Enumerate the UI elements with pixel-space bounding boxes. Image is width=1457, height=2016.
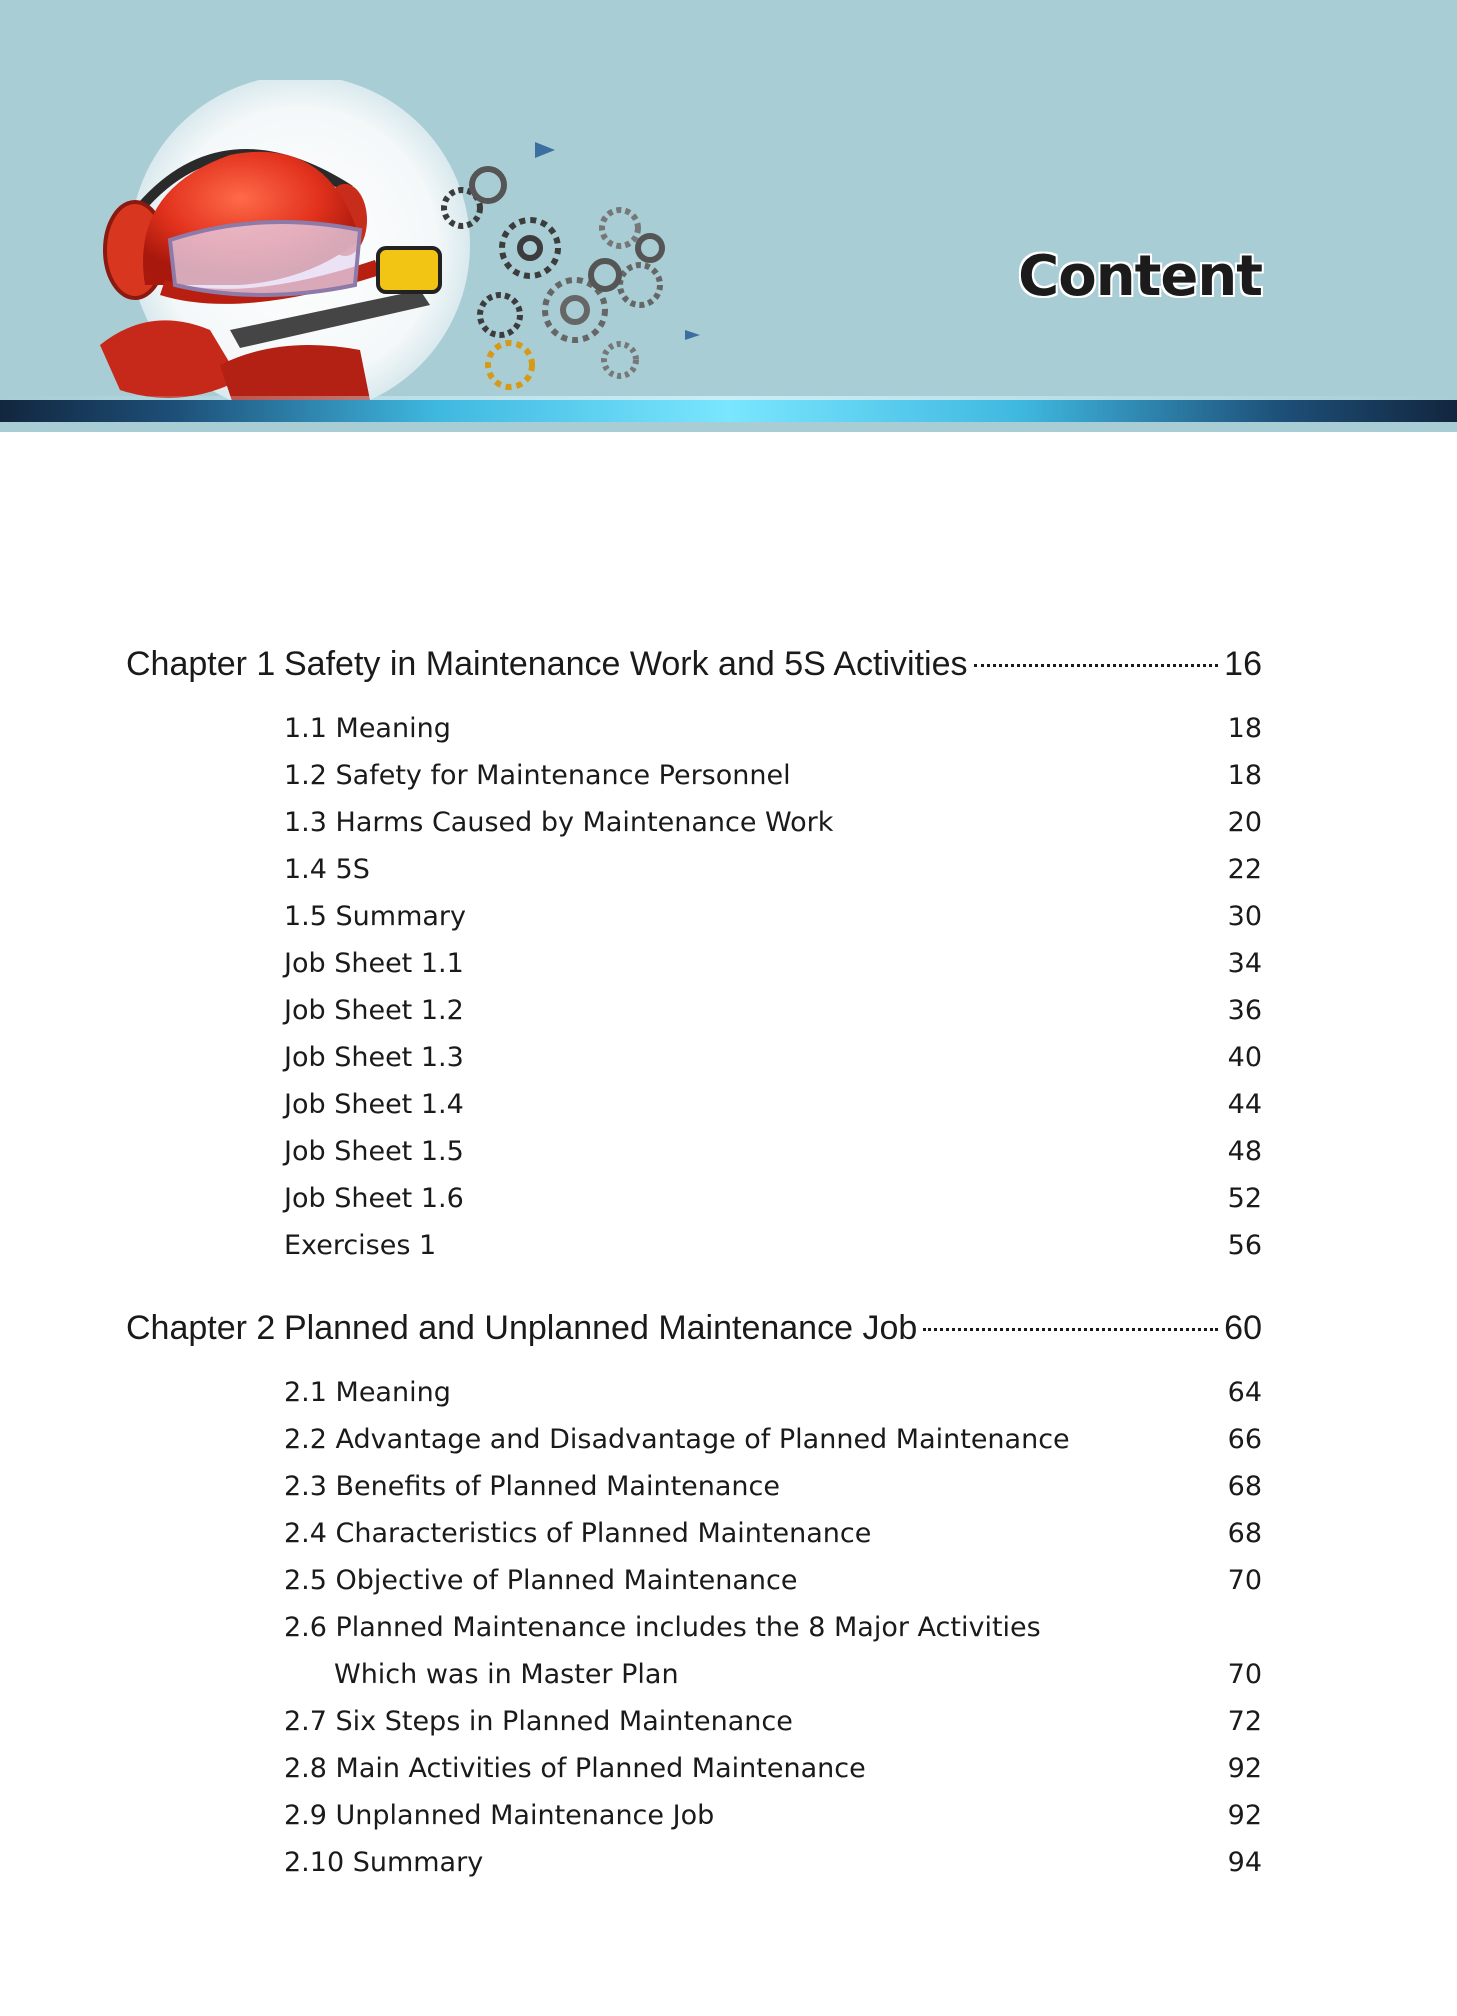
toc-entry-title: 2.1 Meaning <box>284 1377 451 1408</box>
toc-entry[interactable] <box>126 893 1262 940</box>
toc-entry-title: 2.8 Main Activities of Planned Maintenance <box>284 1753 866 1784</box>
page-title: Content <box>1018 244 1262 309</box>
chapter-page-number: 16 <box>1224 645 1262 683</box>
toc-entry-title: 1.1 Meaning <box>284 713 451 744</box>
toc-entry[interactable] <box>126 1651 1262 1698</box>
toc-entry-page: 34 <box>1227 948 1262 979</box>
toc-entry-title: 2.9 Unplanned Maintenance Job <box>284 1800 715 1831</box>
toc-entry-page: 68 <box>1227 1518 1262 1549</box>
toc-entry[interactable] <box>126 1745 1262 1792</box>
toc-entry-title: Exercises 1 <box>284 1230 437 1261</box>
toc-entry[interactable] <box>126 1034 1262 1081</box>
toc-entry[interactable] <box>126 1081 1262 1128</box>
toc-entry[interactable] <box>126 1175 1262 1222</box>
toc-entry-page: 22 <box>1227 854 1262 885</box>
toc-entry-page: 72 <box>1227 1706 1262 1737</box>
toc-entry-title: Which was in Master Plan <box>334 1659 679 1690</box>
toc-entry[interactable] <box>126 1557 1262 1604</box>
toc-entry-page: 44 <box>1227 1089 1262 1120</box>
toc-entry-title: 2.4 Characteristics of Planned Maintenance <box>284 1518 872 1549</box>
dot-leader <box>923 1328 1218 1331</box>
toc-entry-page: 70 <box>1227 1659 1262 1690</box>
toc-entry-title: 1.2 Safety for Maintenance Personnel <box>284 760 791 791</box>
toc-entry-title: 1.3 Harms Caused by Maintenance Work <box>284 807 834 838</box>
toc-entry-title: Job Sheet 1.5 <box>284 1136 464 1167</box>
toc-entry[interactable] <box>126 987 1262 1034</box>
toc-entry-page: 18 <box>1227 713 1262 744</box>
toc-entry-title: Job Sheet 1.2 <box>284 995 464 1026</box>
toc-entry-title: Job Sheet 1.1 <box>284 948 464 979</box>
toc-entry-page: 70 <box>1227 1565 1262 1596</box>
toc-entry[interactable] <box>126 1839 1262 1886</box>
toc-entry[interactable] <box>126 1510 1262 1557</box>
toc-entry[interactable] <box>126 940 1262 987</box>
gears-cluster <box>444 169 662 387</box>
page-header <box>0 0 1457 432</box>
toc-entry-page: 92 <box>1227 1800 1262 1831</box>
table-of-contents <box>126 645 1262 1886</box>
toc-entry[interactable] <box>126 1222 1262 1269</box>
toc-entry-title: 1.5 Summary <box>284 901 466 932</box>
toc-entry-page: 40 <box>1227 1042 1262 1073</box>
toc-entry-page: 20 <box>1227 807 1262 838</box>
toc-entry-page: 52 <box>1227 1183 1262 1214</box>
toc-entry-title: 2.5 Objective of Planned Maintenance <box>284 1565 798 1596</box>
toc-entry-page: 92 <box>1227 1753 1262 1784</box>
toc-entry-title: 2.3 Benefits of Planned Maintenance <box>284 1471 780 1502</box>
safety-goggles <box>170 222 360 295</box>
toc-entry[interactable] <box>126 1463 1262 1510</box>
toc-entry[interactable] <box>126 846 1262 893</box>
toc-entry-title: 1.4 5S <box>284 854 370 885</box>
toc-entry[interactable] <box>126 705 1262 752</box>
chapter-number: Chapter 1 <box>126 645 276 683</box>
header-stripe <box>0 400 1457 422</box>
tape-measure <box>378 248 440 292</box>
safety-equipment-illustration <box>60 80 720 430</box>
toc-entry[interactable] <box>126 1792 1262 1839</box>
toc-entry-page: 30 <box>1227 901 1262 932</box>
toc-entry-title: 2.6 Planned Maintenance includes the 8 Major Activities <box>284 1612 1041 1643</box>
toc-entry-page: 66 <box>1227 1424 1262 1455</box>
toc-entry-page: 36 <box>1227 995 1262 1026</box>
toc-entry-page: 68 <box>1227 1471 1262 1502</box>
chapter-row[interactable] <box>126 1309 1262 1369</box>
toc-entry-title: 2.7 Six Steps in Planned Maintenance <box>284 1706 793 1737</box>
chapter-number: Chapter 2 <box>126 1309 276 1347</box>
toc-entry-page: 94 <box>1227 1847 1262 1878</box>
toc-entry-title: Job Sheet 1.4 <box>284 1089 464 1120</box>
toc-entry-page: 18 <box>1227 760 1262 791</box>
toc-entry[interactable] <box>126 1698 1262 1745</box>
chapter-row[interactable] <box>126 645 1262 705</box>
toc-entry[interactable] <box>126 1604 1262 1651</box>
toc-entry[interactable] <box>126 1128 1262 1175</box>
toc-entry[interactable] <box>126 1416 1262 1463</box>
toc-entry-title: 2.2 Advantage and Disadvantage of Planned Maintenance <box>284 1424 1070 1455</box>
dot-leader <box>974 664 1219 667</box>
toc-entry-title: Job Sheet 1.3 <box>284 1042 464 1073</box>
toc-entry-page: 48 <box>1227 1136 1262 1167</box>
toc-entry[interactable] <box>126 799 1262 846</box>
toc-entry-title: Job Sheet 1.6 <box>284 1183 464 1214</box>
toc-entry-page: 64 <box>1227 1377 1262 1408</box>
toc-entry-page: 56 <box>1227 1230 1262 1261</box>
chapter-gap <box>126 1269 1262 1309</box>
toc-entry[interactable] <box>126 752 1262 799</box>
toc-entry[interactable] <box>126 1369 1262 1416</box>
chapter-title: Planned and Unplanned Maintenance Job <box>284 1309 918 1347</box>
toc-entry-title: 2.10 Summary <box>284 1847 484 1878</box>
chapter-page-number: 60 <box>1224 1309 1262 1347</box>
chapter-title: Safety in Maintenance Work and 5S Activities <box>284 645 968 683</box>
